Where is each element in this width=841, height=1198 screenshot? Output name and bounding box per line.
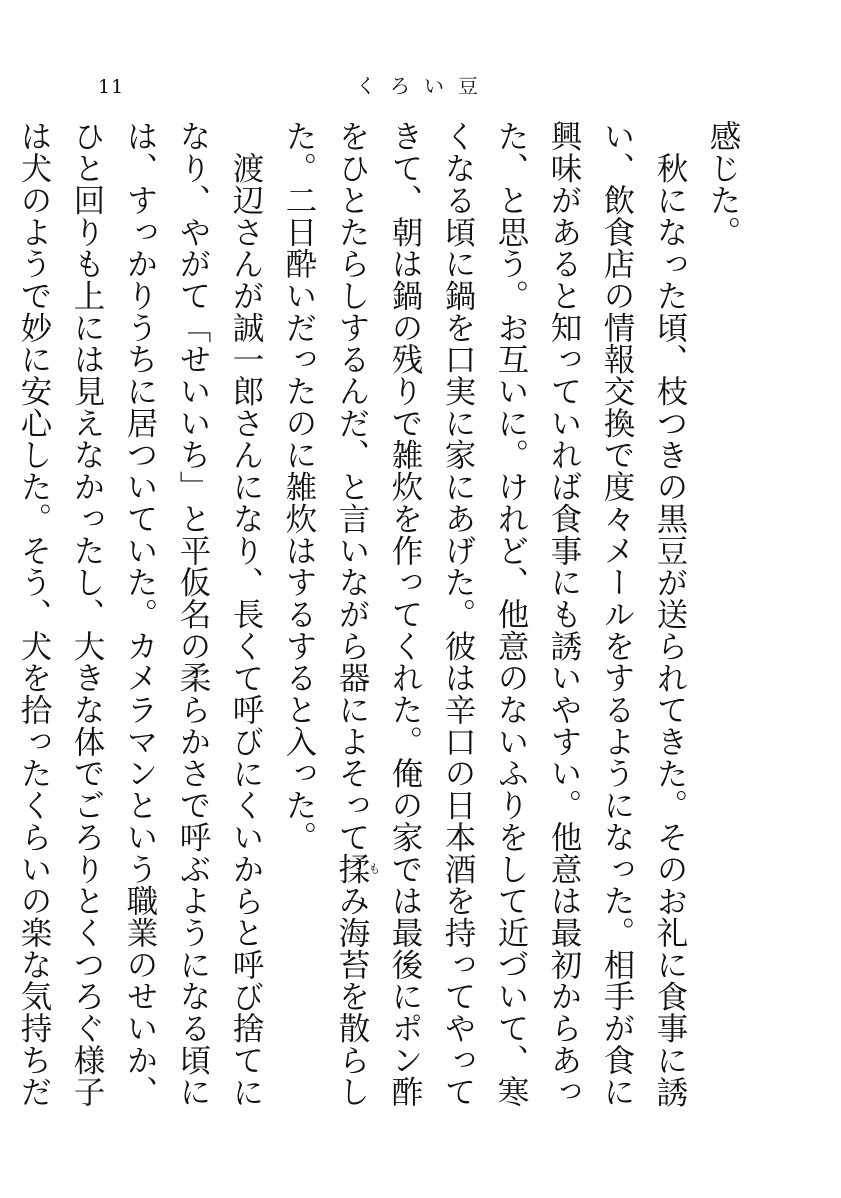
- paragraph-2-tail: み海苔を散らした。二日酔いだったのに雑炊はするすると入った。: [281, 120, 370, 1108]
- page-number: 11: [98, 76, 125, 98]
- paragraph-2: [272, 120, 696, 1120]
- paragraph-1: 感じた。: [705, 120, 741, 248]
- ruby-momi: [334, 852, 381, 885]
- ruby-reading: も: [367, 852, 381, 885]
- running-title: くろい豆: [356, 74, 492, 98]
- ruby-base: 揉: [334, 852, 370, 885]
- paragraph-3: 渡辺さんが誠一郎さんになり、長くて呼びにくいからと呼び捨てになり、やがて「せいいち」と平仮名の柔らかさで呼ぶようになる頃には、すっかりうちに居ついていた。カメラマンという職業のせいか、ひと回りも上には見えなかったし、大きな体でごろりとくつろぐ様子は犬のようで妙に安心した。そう、犬を拾ったくらいの楽な気持ちだ: [16, 120, 264, 1108]
- body-text: [16, 120, 749, 1120]
- paragraph-2-text: 秋になった頃、枝つきの黒豆が送られてきた。そのお礼に食事に誘い、飲食店の情報交換で度々メールをするようになった。相手が食に興味があると知っていれば食事にも誘いやすい。他意は最初からあった、と思う。お互いに。けれど、他意のないふりをして近づいて、寒くなる頃に鍋を口実に家にあげた。彼は辛口の日本酒を持ってやってきて、朝は鍋の残りで雑炊を作ってくれた。俺の家では最後にポン酢をひとたらしするんだ、と言いながら器によそって: [334, 120, 688, 1108]
